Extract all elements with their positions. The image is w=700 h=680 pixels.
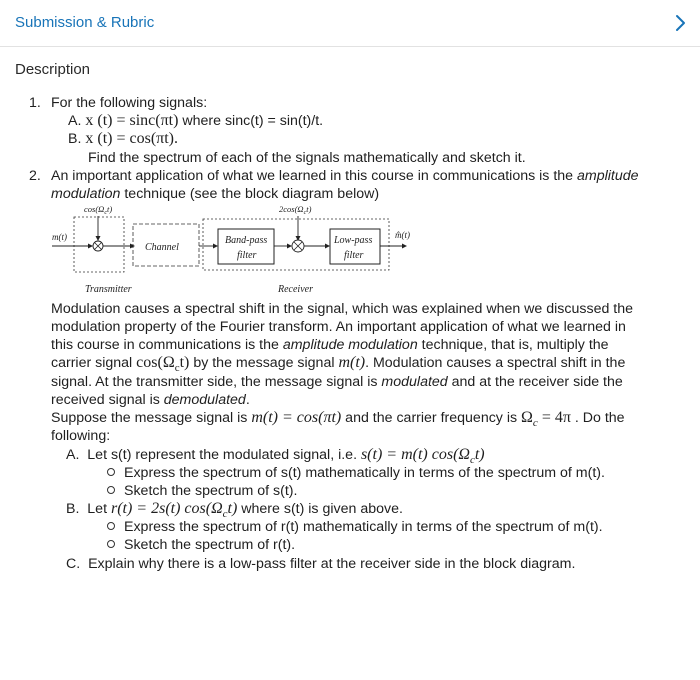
q2-item-c: C. Explain why there is a low-pass filter at the receiver side in the block diagram.	[66, 556, 576, 572]
bullet-icon	[107, 522, 115, 530]
p1-line2: modulation property of the Fourier transform. An important application of what we learned in	[51, 319, 626, 335]
tx-carrier-arrowhead	[96, 236, 101, 241]
output-label: m̂(t)	[395, 230, 410, 240]
q1-item-b	[68, 130, 178, 148]
rx-carrier-label: $2\cos(\Omega_ct)$	[279, 204, 312, 216]
p1-line1: Modulation causes a spectral shift in the signal, which was explained when we discussed the	[51, 301, 634, 317]
q1-intro: For the following signals:	[51, 95, 208, 111]
q2-b-bullet2: Sketch the spectrum of r(t).	[107, 536, 295, 554]
q2-a-bullet1: Express the spectrum of s(t) mathematically in terms of the spectrum of m(t).	[107, 464, 605, 482]
q1-task: Find the spectrum of each of the signals mathematically and sketch it.	[88, 150, 526, 166]
q2-intro-em: amplitude	[577, 168, 639, 184]
input-arrowhead	[88, 244, 93, 249]
q1-item-a	[68, 112, 323, 130]
p1-line5: signal. At the transmitter side, the message signal is modulated and at the receiver side the	[51, 374, 623, 390]
chevron-right-icon[interactable]	[672, 14, 688, 32]
p2-line2: following:	[51, 428, 111, 444]
channel-label: Channel	[145, 242, 179, 253]
q1-a-label: A.	[68, 113, 82, 129]
p1-line3: this course in communications is the amplitude modulation technique, that is, multiply the	[51, 337, 609, 353]
tx-carrier-label: $\cos(\Omega_ct)$	[84, 204, 113, 216]
bullet-icon	[107, 540, 115, 548]
lowpass-label2: filter	[344, 250, 364, 261]
q2-item-b: B. Let r(t) = 2s(t) $\cos(\Omega_ct)$ where s(t) is given above.	[66, 500, 403, 520]
q2-intro-em2: modulation	[51, 186, 121, 202]
header-bar[interactable]	[0, 0, 700, 47]
description-title: Description	[15, 61, 91, 78]
q2-b-bullet1: Express the spectrum of r(t) mathematically in terms of the spectrum of m(t).	[107, 518, 603, 536]
bullet-icon	[107, 468, 115, 476]
p2-line1: Suppose the message signal is m(t) = cos(πt) and the carrier frequency is $\Omega_c = 4\pi$ . Do the	[51, 409, 625, 429]
q2-intro-line1	[51, 167, 639, 185]
q1-number: 1.	[29, 95, 41, 111]
q2-intro-line2	[51, 185, 379, 203]
p1-line6: received signal is demodulated.	[51, 392, 250, 408]
bullet-icon	[107, 486, 115, 494]
header-title[interactable]: Submission & Rubric	[15, 14, 155, 31]
lowpass-label1: Low-pass	[334, 235, 373, 246]
receiver-caption: Receiver	[278, 284, 313, 295]
q2-intro-text2: technique (see the block diagram below)	[120, 186, 380, 202]
bandpass-label2: filter	[237, 250, 257, 261]
input-label: m(t)	[52, 232, 67, 242]
q2-number: 2.	[29, 168, 41, 184]
q1-a-text: where sinc(t) = sin(t)/t.	[178, 113, 324, 129]
q1-a-math: x (t) = sinc(πt)	[85, 112, 179, 129]
q1-b-label: B.	[68, 131, 82, 147]
q1-b-math: x (t) = cos(πt).	[85, 130, 178, 147]
bandpass-label1: Band-pass	[225, 235, 268, 246]
am-block-diagram	[50, 202, 420, 302]
transmitter-caption: Transmitter	[85, 284, 132, 295]
p1-line4: carrier signal $\cos(\Omega_ct)$ by the message signal m(t). Modulation causes a spectral shift in the	[51, 354, 626, 374]
q2-intro-text: An important application of what we learned in this course in communications is the	[51, 168, 577, 184]
q2-a-bullet2: Sketch the spectrum of s(t).	[107, 482, 297, 500]
q2-item-a: A. Let s(t) represent the modulated signal, i.e. s(t) = m(t) $\cos(\Omega_ct)$	[66, 446, 485, 466]
